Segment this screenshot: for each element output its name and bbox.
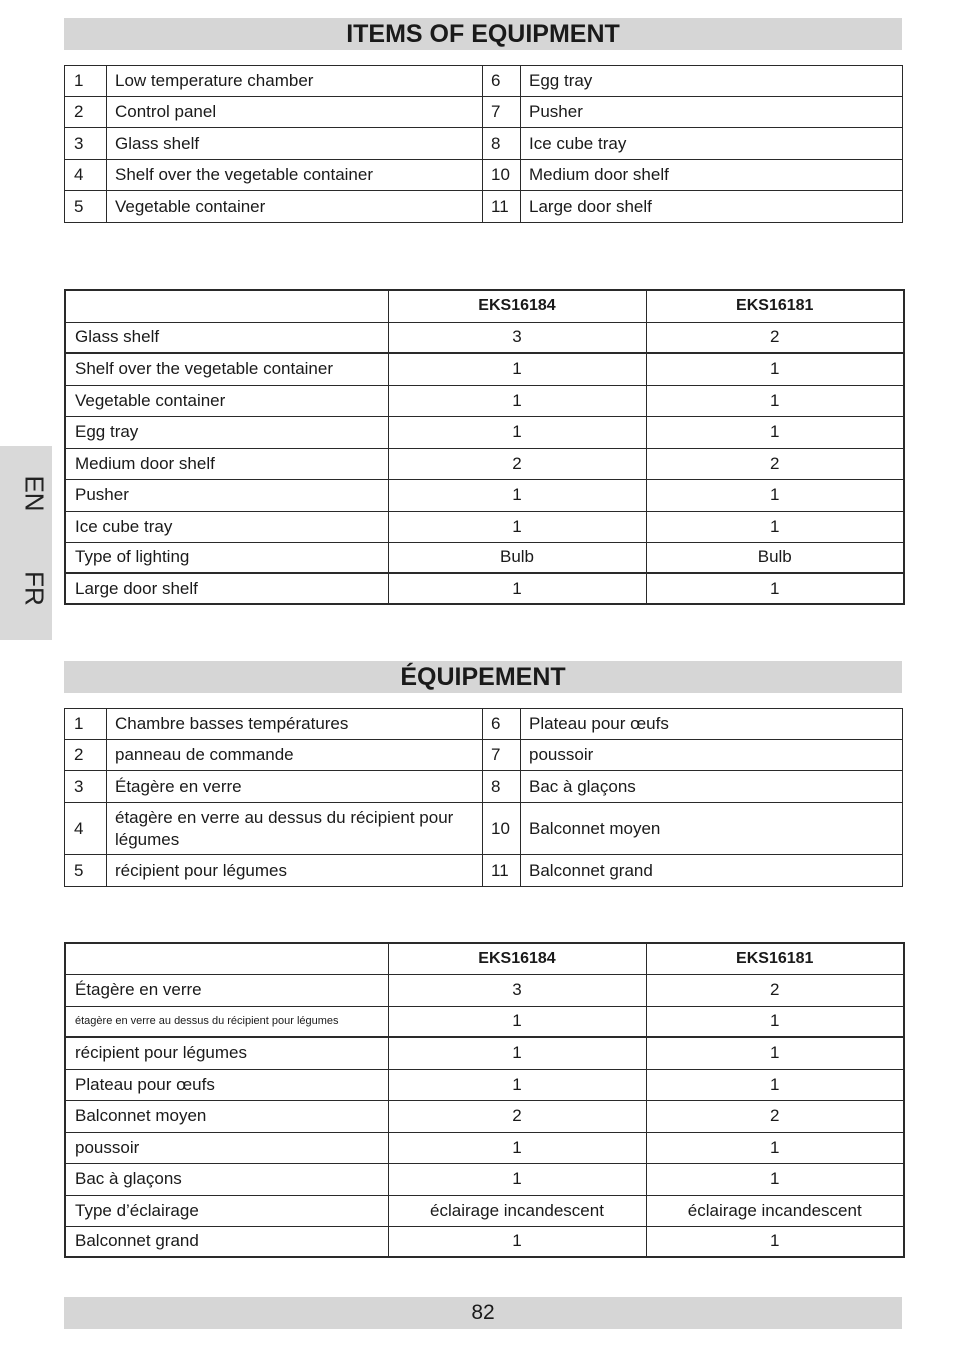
value-cell: 3 (388, 974, 646, 1006)
row-label: récipient pour légumes (65, 1037, 388, 1069)
item-number: 8 (483, 771, 521, 803)
table-row (65, 1100, 904, 1132)
value-cell: 1 (388, 1163, 646, 1195)
value-cell: 2 (646, 974, 904, 1006)
item-number: 7 (483, 740, 521, 771)
item-number: 3 (65, 771, 107, 803)
value-cell: 1 (388, 573, 646, 604)
page-number: 82 (64, 1297, 902, 1329)
value-cell: 1 (646, 1006, 904, 1037)
item-number: 8 (483, 128, 521, 160)
table-row (65, 1006, 904, 1037)
row-label: Vegetable container (65, 385, 388, 416)
item-number: 1 (65, 709, 107, 740)
language-label-fr: FR (19, 571, 50, 606)
language-side-tab (0, 446, 52, 640)
value-cell: 2 (388, 448, 646, 479)
model-header: EKS16184 (388, 943, 646, 974)
row-label: Large door shelf (65, 573, 388, 604)
value-cell: 1 (388, 1069, 646, 1100)
value-cell: 1 (646, 385, 904, 416)
item-number: 5 (65, 191, 107, 223)
table-row (65, 353, 904, 385)
item-number: 7 (483, 97, 521, 128)
table-row (65, 803, 903, 855)
value-cell: 1 (388, 479, 646, 511)
table-row (65, 385, 904, 416)
table-row (65, 1037, 904, 1069)
item-label: Vegetable container (107, 191, 483, 223)
table-row (65, 855, 903, 887)
table-row (65, 448, 904, 479)
value-cell: 1 (388, 511, 646, 542)
value-cell: 1 (646, 573, 904, 604)
model-header: EKS16184 (388, 290, 646, 322)
item-number: 10 (483, 160, 521, 191)
value-cell: 1 (646, 1037, 904, 1069)
item-label: Medium door shelf (521, 160, 903, 191)
item-label: Large door shelf (521, 191, 903, 223)
item-label: récipient pour légumes (107, 855, 483, 887)
item-label: Bac à glaçons (521, 771, 903, 803)
language-label-en: EN (19, 475, 50, 512)
value-cell: 3 (388, 322, 646, 353)
model-header: EKS16181 (646, 943, 904, 974)
value-cell: 1 (646, 416, 904, 448)
item-label: Balconnet moyen (521, 803, 903, 855)
value-cell: 1 (388, 416, 646, 448)
table-row (65, 740, 903, 771)
table-row (65, 542, 904, 573)
value-cell: 1 (646, 1069, 904, 1100)
item-number: 6 (483, 709, 521, 740)
table-header-row (65, 290, 904, 322)
table-row (65, 160, 903, 191)
fr-items-table (64, 708, 903, 887)
item-number: 11 (483, 191, 521, 223)
value-cell: 1 (388, 1132, 646, 1163)
value-cell: 1 (646, 479, 904, 511)
item-number: 2 (65, 740, 107, 771)
item-label: poussoir (521, 740, 903, 771)
row-label: Shelf over the vegetable container (65, 353, 388, 385)
table-row (65, 191, 903, 223)
value-cell: 1 (388, 1006, 646, 1037)
model-header: EKS16181 (646, 290, 904, 322)
row-label: Balconnet grand (65, 1226, 388, 1257)
value-cell: 2 (646, 448, 904, 479)
empty-header-cell (65, 290, 388, 322)
table-row (65, 974, 904, 1006)
item-label: Balconnet grand (521, 855, 903, 887)
table-row (65, 1195, 904, 1226)
value-cell: 1 (646, 353, 904, 385)
table-row (65, 1226, 904, 1257)
table-row (65, 97, 903, 128)
empty-header-cell (65, 943, 388, 974)
value-cell: 2 (646, 322, 904, 353)
item-number: 5 (65, 855, 107, 887)
item-number: 4 (65, 803, 107, 855)
item-number: 6 (483, 66, 521, 97)
value-cell: Bulb (646, 542, 904, 573)
value-cell: 1 (388, 385, 646, 416)
value-cell: 2 (388, 1100, 646, 1132)
item-label: Egg tray (521, 66, 903, 97)
fr-models-table (64, 942, 905, 1258)
row-label: Glass shelf (65, 322, 388, 353)
en-models-table (64, 289, 905, 605)
item-label: Ice cube tray (521, 128, 903, 160)
item-label: Shelf over the vegetable container (107, 160, 483, 191)
value-cell: 1 (646, 1226, 904, 1257)
row-label: Plateau pour œufs (65, 1069, 388, 1100)
table-row (65, 1069, 904, 1100)
table-row (65, 573, 904, 604)
item-number: 3 (65, 128, 107, 160)
item-number: 11 (483, 855, 521, 887)
item-number: 1 (65, 66, 107, 97)
value-cell: 2 (646, 1100, 904, 1132)
table-row (65, 128, 903, 160)
value-cell: éclairage incandescent (646, 1195, 904, 1226)
item-label: étagère en verre au dessus du récipient pour légumes (107, 803, 483, 855)
item-number: 2 (65, 97, 107, 128)
row-label: Type of lighting (65, 542, 388, 573)
table-row (65, 511, 904, 542)
table-row (65, 1163, 904, 1195)
row-label: Pusher (65, 479, 388, 511)
table-row (65, 771, 903, 803)
value-cell: 1 (646, 1163, 904, 1195)
table-row (65, 479, 904, 511)
item-label: Chambre basses températures (107, 709, 483, 740)
row-label: étagère en verre au dessus du récipient pour légumes (65, 1006, 388, 1037)
item-number: 4 (65, 160, 107, 191)
row-label: poussoir (65, 1132, 388, 1163)
item-label: Glass shelf (107, 128, 483, 160)
table-row (65, 1132, 904, 1163)
value-cell: 1 (646, 1132, 904, 1163)
row-label: Type d’éclairage (65, 1195, 388, 1226)
item-label: panneau de commande (107, 740, 483, 771)
row-label: Bac à glaçons (65, 1163, 388, 1195)
value-cell: 1 (388, 1037, 646, 1069)
row-label: Ice cube tray (65, 511, 388, 542)
row-label: Balconnet moyen (65, 1100, 388, 1132)
item-label: Plateau pour œufs (521, 709, 903, 740)
item-label: Control panel (107, 97, 483, 128)
row-label: Medium door shelf (65, 448, 388, 479)
row-label: Egg tray (65, 416, 388, 448)
table-row (65, 66, 903, 97)
en-items-table (64, 65, 903, 223)
table-row (65, 416, 904, 448)
item-number: 10 (483, 803, 521, 855)
value-cell: éclairage incandescent (388, 1195, 646, 1226)
value-cell: 1 (388, 353, 646, 385)
item-label: Étagère en verre (107, 771, 483, 803)
table-row (65, 709, 903, 740)
fr-section-title: ÉQUIPEMENT (64, 661, 902, 693)
table-row (65, 322, 904, 353)
en-section-title: ITEMS OF EQUIPMENT (64, 18, 902, 50)
value-cell: 1 (646, 511, 904, 542)
value-cell: Bulb (388, 542, 646, 573)
row-label: Étagère en verre (65, 974, 388, 1006)
item-label: Low temperature chamber (107, 66, 483, 97)
value-cell: 1 (388, 1226, 646, 1257)
table-header-row (65, 943, 904, 974)
item-label: Pusher (521, 97, 903, 128)
